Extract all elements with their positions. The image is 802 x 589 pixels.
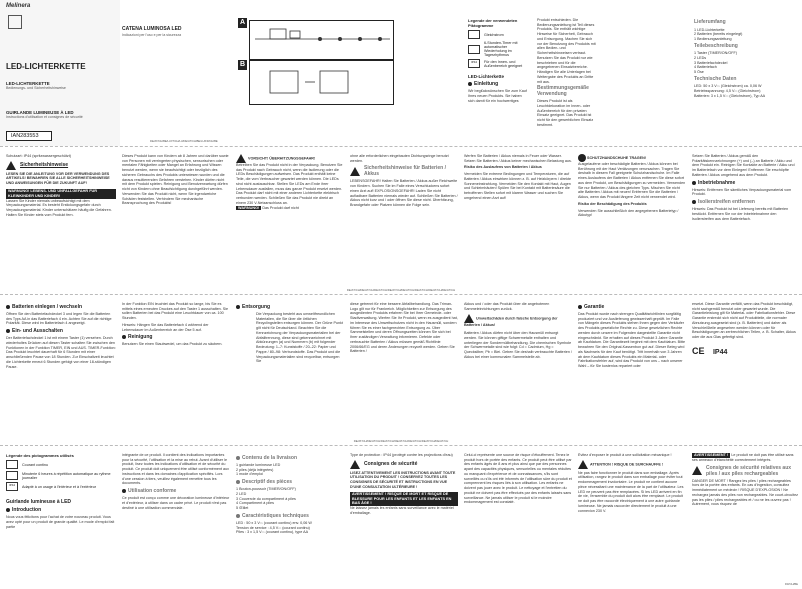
fr-content-item: 1 guirlande lumineuse LED: [236, 463, 281, 467]
cover-it: [120, 0, 235, 146]
row-safety: [0, 148, 802, 295]
ip44-mark: IP44: [712, 348, 728, 356]
fr-tech-val: 50 x 3 V⎓ (courant continu) env. 0,06 W: [246, 520, 312, 525]
fr-safety-text: LISEZ ATTENTIVEMENT LES INSTRUCTIONS AVANT TOUTE UTILISATION DU PRODUIT ! CONSERVEZ TOUTES LES CONSIGNES DE SÉCURITÉ ET INSTRUCTIONS EN VUE D'UNE CONSULTATION ULTÉRIEURE !: [350, 470, 456, 489]
tech-row: [694, 94, 800, 99]
tech-head: Technische Daten: [694, 75, 737, 82]
fr-tech-val: 3 x 1,5 V⎓ (courant continu), type AA: [247, 530, 309, 535]
r2-c2-text: Dieses Produkt kann von Kindern ab 8 Jahren und darüber sowie von Personen mit verringerten physischen, sensorischen oder mentalen Fähigkeiten oder Mangel an Erfahrung und Wissen benutzt werden, wenn sie beaufsichtigt oder bezüglich des sicheren Gebrauchs des Produkts unterwiesen wurden und die daraus resultierenden Gefahren verstehen. Kinder dürfen nicht mit dem Produkt spielen. Reinigung und Benutzerwartung dürfen nicht von Kindern ohne Beaufsichtigung durchgeführt werden. Verwenden Sie das Produkt nicht, wenn Sie irgendwelche Schäden feststellen. Verhindern Sie mechanische Beanspruchung des Produkts!: [122, 154, 229, 206]
fr-safety-head: [350, 460, 458, 469]
bullet-icon: [236, 480, 240, 484]
r3-col6: [578, 296, 686, 445]
timer-icon: [6, 471, 18, 480]
bestim-text: Dieses Produkt ist als Leuchtdekoration im Innen- oder Außenbereich für den privaten Einsatz geeignet. Das Produkt ist nicht für den gewerblichen Einsatz bestimmt.: [537, 99, 594, 127]
fr-c5-text: Celui-ci représente une source de risque d'étouffement. Tenez le produit hors de portée des enfants. Ce produit peut être utilisé par des enfants âgés de 8 ans et plus ainsi que par des personnes ayant des capacités physiques, sensorielles ou mentales réduites ou manquant d'expérience et de connaissances, s'ils sont surveillés ou s'ils ont été informés de l'utilisation sûre du produit et comprennent les risques liés à son utilisation. Les enfants ne doivent pas jouer avec le produit. Le nettoyage et l'entretien du produit ne doivent pas être effectués par des enfants laissés sans surveillance. Ne jamais utiliser le produit si le moindre endommagement est constaté.: [464, 453, 572, 505]
r2-c4-text: ohne alle erforderlichen eingebauten Dichtungsringe benutzt werden.: [350, 154, 449, 163]
r4-col1: [6, 447, 116, 589]
ce-mark-icon: CE: [692, 345, 705, 356]
c3-warn-tail: Das Produkt darf nicht: [262, 205, 299, 210]
bullet-icon: [6, 305, 10, 309]
teile-item: 4 Batteriefach: [694, 65, 717, 70]
teile-head: Teilebeschreibung: [694, 42, 738, 49]
bullet-icon: [468, 82, 472, 86]
inbetr-text: Hinweis: Entfernen Sie sämtliches Verpackungsmaterial vom Produkt.: [692, 187, 792, 197]
einleitung-text: Wir beglückwünschen Sie zum Kauf Ihres neuen Produkts. Sie haben sich damit für ein hochwertiges: [468, 89, 527, 103]
reinigung-head: [122, 334, 230, 340]
diagram-label-b: B: [239, 61, 246, 68]
bullet-icon: [692, 200, 696, 204]
warning-icon: [464, 314, 474, 323]
r2-col3: [236, 148, 344, 294]
onoff-head: [6, 328, 116, 334]
batt-change-head: [6, 304, 116, 310]
de-title: LED-LICHTERKETTE: [6, 81, 50, 86]
lief-item: 1 LED-Lichterkette: [694, 27, 725, 32]
fr-content-head: [236, 455, 344, 461]
fr-tech-key: LED :: [236, 520, 246, 525]
teile-item: 1 Taster (TIMER/ON/OFF): [694, 51, 737, 56]
isol-head: [692, 199, 798, 205]
onoff-label: Ein- und Ausschalten: [12, 328, 63, 335]
r2-col6: [578, 148, 686, 294]
r3-c2-hint: Hinweis: Hängen Sie das Batteriefach 4 während der Lebensdauer im Außenbereich an der Öse 5 auf.: [122, 322, 209, 332]
einleitung-label: Einleitung: [474, 81, 499, 88]
r2-c6-text: Ausgelaufene oder beschädigte Batterien / Akkus können bei Berührung mit der Haut Verätzungen verursachen. Tragen Sie deshalb in diesem Fall geeignete Schutzhandschuhe. Im Falle eines Auslaufens der Batterien / Akkus entfernen Sie diese sofort aus dem Produkt, um Beschädigungen zu vermeiden. Verwenden Sie nur Batterien / Akkus des gleichen Typs. Mischen Sie nicht alte Batterien / Akkus mit neuen! Entfernen Sie die Batterien / Akkus, wenn das Produkt längere Zeit nicht verwendet wird.: [578, 162, 686, 200]
cover-panel: [0, 0, 120, 146]
col6: [694, 0, 800, 146]
legend-row-ip: [468, 59, 529, 68]
gloves-head: SCHUTZHANDSCHUHE TRAGEN!: [587, 155, 647, 160]
r3-col2: [122, 296, 230, 445]
fr-legend-dc: Courant continu: [22, 462, 49, 467]
r4-col6: [578, 447, 686, 589]
fr-legend-row: [6, 460, 116, 469]
r3-c4-text: diese getrennt für eine bessere Abfallbehandlung. Das Triman-Logo gilt nur für Frankreich. Möglichkeiten zur Entsorgung des ausgedienten Produkts erfahren Sie bei Ihrer Gemeinde- oder Stadtverwaltung. Werfen Sie Ihr Produkt, wenn es ausgedient hat, im Interesse des Umweltschutzes nicht in den Hausmüll, sondern führen Sie es einer fachgerechten Entsorgung zu. Über Sammelstellen und deren Öffnungszeiten können Sie sich bei Ihrer zuständigen Verwaltung informieren. Defekte oder verbrauchte Batterien / Akkus müssen gemäß Richtlinie 2006/66/EG und deren Änderungen recycelt werden. Geben Sie Batterien /: [350, 302, 458, 354]
col5: [537, 0, 597, 146]
fr-bat-label: Consignes de sécurité relatives aux piles / aux piles rechargeables: [706, 464, 792, 477]
fr-title: GUIRLANDE LUMINEUSE À LED: [6, 110, 74, 115]
fr-protect: Type de protection : IP44 (protégé contre les projections d'eau): [350, 453, 453, 457]
r3-col1: [6, 296, 116, 445]
r2-col5: [464, 148, 572, 294]
r3-col4: [350, 296, 458, 445]
fr-tech-head: [236, 513, 344, 519]
fr-legend-row: [6, 482, 116, 491]
diagram-b: [249, 60, 394, 105]
fr-warn: [350, 492, 458, 507]
bullet-icon: [122, 335, 126, 339]
isol-label: Isolierstreifen entfernen: [698, 199, 755, 206]
bullet-icon: [692, 181, 696, 185]
env-head-label: Umweltschäden durch falsche Entsorgung der Batterien / Akkus!: [464, 316, 558, 328]
entsorgung-label: Entsorgung: [242, 304, 271, 310]
warn1: [6, 189, 116, 199]
r2-c5-text: Werfen Sie Batterien / Akkus niemals in Feuer oder Wasser. Setzen Sie Batterien / Akkus keiner mechanischen Belastung aus.: [464, 154, 572, 163]
r3-c5-text: Akkus und / oder das Produkt über die angebotenen Sammeleinrichtungen zurück.: [464, 302, 550, 311]
intro-head: LED-Lichterkette: [468, 74, 505, 80]
fr-legend-row: [6, 471, 116, 480]
legend-row-dc: [468, 30, 529, 39]
r4-col5: [464, 447, 572, 589]
gloves-line: [578, 154, 686, 162]
bullet-icon: [236, 305, 240, 309]
r2-col4: [350, 148, 458, 294]
legend-title: Legende der verwendeten Piktogramme: [468, 18, 518, 29]
dc-icon: [468, 30, 480, 39]
fr-use-head: [122, 488, 230, 494]
ids-row2: DE/AT/CH/DE/AT/CH/DE/AT/CH/DE/AT/CH/DE/AT/CH/DE/AT/CH/DE/AT/CH/DE/AT/CH: [346, 288, 456, 292]
ip44-icon: IP44: [6, 482, 18, 491]
warning-icon: [350, 167, 360, 176]
fr-parts-item: 4 Compartiment à piles: [236, 501, 274, 506]
legend-row-timer: [468, 41, 529, 57]
bat-text: LEBENSGEFAHR! Halten Sie Batterien / Akkus außer Reichweite von Kindern. Suchen Sie im Falle eines Verschluckens sofort einen Arzt auf! EXPLOSIONSGEFAHR! Laden Sie nicht aufladbare Batterien niemals wieder auf. Schließen Sie Batterien / Akkus nicht kurz und / oder öffnen Sie diese nicht. Überhitzung, Brandgefahr oder Platzen können die Folge sein.: [350, 179, 458, 208]
fr-warn2: [692, 453, 798, 463]
fr-warn-label: AVERTISSEMENT ! RISQUE DE MORT ET RISQUE DE BLESSURE POUR LES ENFANTS ET LES ENFANTS EN BAS ÂGE !: [350, 492, 458, 507]
r2-col1: [6, 148, 116, 294]
fr-product-title: Guirlande lumineuse à LED: [6, 499, 72, 506]
fr-use-label: Utilisation conforme: [128, 488, 177, 495]
lief-item: 2 Batterien (bereits eingelegt): [694, 32, 743, 37]
c3-head: [236, 154, 344, 163]
warning-icon: [6, 161, 16, 170]
batt-change-label: Batterien einlegen / wechseln: [12, 304, 83, 310]
inbetr-label: Inbetriebnahme: [698, 179, 736, 186]
teile-item: 5 Öse: [694, 70, 704, 75]
row-french: [0, 447, 802, 589]
fr-legend-timer: Minuterie 6 heures à répétition automatique au rythme journalier: [22, 471, 111, 480]
ian-box: IAN283553: [6, 131, 52, 141]
fr-parts-item: 5 Œillet: [236, 506, 249, 511]
legend-ip: Für den Innen- und Außenbereich geeignet: [484, 59, 523, 68]
fr-bat-head: [692, 465, 798, 477]
lief-head: Lieferumfang: [694, 19, 726, 25]
brand-logo: Melinera: [6, 3, 31, 9]
bullet-icon: [6, 508, 10, 512]
r2-c3-text: Betreiben Sie das Produkt nicht in der Verpackung. Benutzen Sie das Produkt nach Gebrauch nicht, wenn die Isolierung oder die LEDs Beschädigungen aufweisen. Das Produkt enthält keine Teile, die vom Verbraucher gewartet werden können. Die LEDs sind nicht austauschbar. Stellen Sie LEDs am Ende ihrer Lebensdauer ausfallen, muss das ganze Produkt ersetzt werden. Das Produkt darf nicht mit einer anderen Lichterkette elektrisch verbunden werden. Schließen Sie das Produkt nie direkt an einem 230 V-Netzanschluss an.: [236, 163, 343, 205]
damage-head: Risiko der Beschädigung des Produkts: [578, 201, 647, 206]
garantie-label: Garantie: [584, 304, 605, 310]
c3-head-label: VORSICHT! ÜBERHITZUNGSGEFAHR!: [248, 156, 316, 161]
teile-item: 2 LEDs: [694, 55, 707, 60]
r4-col4: [350, 447, 458, 589]
r2-col2: [122, 148, 230, 294]
diagram-label-a: A: [239, 19, 246, 26]
legend-dc: Gleichstrom: [484, 32, 504, 37]
c3-warn-line: [236, 206, 344, 211]
fr-heat-label: ATTENTION ! RISQUE DE SURCHAUFFE !: [590, 462, 664, 467]
bestim-head: [537, 86, 597, 97]
tech-key: LED:: [694, 84, 703, 89]
fr-parts-item: 1 Bouton-poussoir (TIMER/ON/OFF): [236, 487, 296, 492]
ids-row1: DE/AT/CH/BE/LU/IT/CH/LU/DE/AT/CH/BE/LU/FR/CH/BE: [150, 140, 218, 143]
damage-text: Verwenden Sie ausschließlich den angegebenen Batterietyp / Akkutyp!: [578, 208, 679, 218]
row-operation: [0, 296, 802, 446]
bullet-icon: [6, 329, 10, 333]
r3-col5: [464, 296, 572, 445]
entsorgung-text: Die Verpackung besteht aus umweltfreundlichen Materialien, die Sie über die örtlichen Recyclingstellen entsorgen können. Der Grüne Punkt gilt nicht für Deutschland. Beachten Sie die Kennzeichnung der Verpackungsmaterialien bei der Abfalltrennung, diese sind gekennzeichnet mit Abkürzungen (a) und Nummern (b) mit folgender Bedeutung: 1–7: Kunststoffe / 20–22: Papier und Pappe / 80–98: Verbundstoffe. Das Produkt und die Verpackungsmaterialien sind recycelbar, entsorgen Sie: [256, 312, 343, 364]
fr-bat-text: DANGER DE MORT ! Rangez les piles / piles rechargeables hors de la portée des enfants. En cas d'ingestion, consultez immédiatement un médecin ! RISQUE D'EXPLOSION ! Ne rechargez jamais des piles non rechargeables. Ne court-circuitez pas les piles / piles rechargeables et / ou ne les ouvrez pas ! Autrement, vous risquez de: [692, 478, 798, 507]
env-head: [464, 314, 572, 328]
env-text: Batterien / Akkus dürfen nicht über den Hausmüll entsorgt werden. Sie können giftige Schwermetalle enthalten und unterliegen der Sondermüllbehandlung. Die chemischen Symbole der Schwermetalle sind wie folgt: Cd = Cadmium, Hg = Quecksilber, Pb = Blei. Geben Sie deshalb verbrauchte Batterien / Akkus bei einer kommunalen Sammelstelle ab.: [464, 331, 572, 359]
garantie-head: [578, 304, 686, 310]
tech-key: Batterien:: [694, 93, 710, 98]
bullet-icon: [578, 305, 582, 309]
fr-intro-label: Introduction: [12, 507, 42, 514]
fr-tech-val: 4,5 V⎓ (courant continu): [269, 525, 310, 530]
fr-warn2-label: AVERTISSEMENT !: [694, 453, 729, 457]
fr-content-item: 2 piles (déjà intégrées): [236, 467, 274, 472]
lang-de: [6, 81, 66, 90]
fr-tech-key: Tension de service :: [236, 525, 269, 530]
fr-parts-item: 3 Couvercle du compartiment à piles: [236, 496, 296, 501]
tech-val: 4,5 V⎓ (Gleichstrom): [725, 89, 761, 94]
r3-c7-text: ersetzt. Diese Garantie verfällt, wenn das Produkt beschädigt, nicht sachgemäß benutzt oder gewartet wurde. Die Garantieleistung gilt für Material- oder Fabrikationsfehler. Diese Garantie erstreckt sich nicht auf Produktteile, die normaler Abnutzung ausgesetzt sind (z. B. Batterien) und daher als Verschleißteile angesehen werden können oder für Beschädigungen an zerbrechlichen Teilen, z. B. Schalter, Akkus oder die aus Glas gefertigt sind.: [692, 302, 796, 340]
battery-box-drawing: [250, 61, 393, 104]
leak-text: Vermeiden Sie extreme Bedingungen und Temperaturen, die auf Batterien / Akkus einwirken können z. B. auf Heizkörpern / direkte Sonneneinstrahlung. Vermeiden Sie den Kontakt mit Haut, Augen und Schleimhäuten! Spülen Sie bei Kontakt mit Batteriesäure die betroffenen Stellen sofort mit klarem Wasser und suchen Sie umgehend einen Arzt auf!: [464, 172, 571, 200]
reinigung-text: Benutzen Sie einen Staubwedel, um das Produkt zu säubern.: [122, 342, 223, 347]
lief-item: 1 Bedienungsanleitung: [694, 36, 732, 41]
fr-warn-text: Ne laissez jamais les enfants sans surveillance avec le matériel d'emballage.: [350, 506, 454, 515]
legend-timer: 6-Stunden-Timer mit automatischer Wiederholung im Tagesrhythmus: [484, 41, 518, 58]
bullet-icon: [122, 489, 126, 493]
r3-col7: [692, 296, 798, 445]
cover-title: LED-LICHTERKETTE: [6, 62, 86, 71]
fr-parts-label: Descriptif des pièces: [242, 479, 293, 486]
fr-heat-text: Ne pas faire fonctionner le produit dans son emballage. Après utilisation, rangez le produit dans son emballage pour éviter tout endommagement involontaire. Le produit ne contient aucune pièce nécessitant une maintenance de la part de l'utilisateur. Les LED ne peuvent pas être remplacées. Si les LED arrivent en fin de vie, l'ensemble du produit doit alors être remplacé. Le produit ne doit pas être raccordé électriquement à une autre guirlande lumineuse. Ne jamais raccorder directement le produit à une connexion 230 V.: [578, 470, 684, 513]
fr-legend-title: Légende des pictogrammes utilisés: [6, 453, 74, 458]
einleitung-head: [468, 81, 529, 87]
fr-tech-label: Caractéristiques techniques: [242, 512, 309, 519]
de-sub: Bedienungs- und Sicherheitshinweise: [6, 86, 66, 90]
legend-col: [466, 0, 529, 146]
r3-c2-text: In der Funktion EIN leuchtet das Produkt so lange, bis Sie es mittels eines erneuten Druckes auf den Taster 1 ausschalten. Sie sollen Batterien bei das Produkt eine Leuchtdauer von ca. 100 Stunden.: [122, 302, 229, 321]
warn1-label: WARNUNG! LEBENS- UND UNFALLGEFAHR FÜR KLEINKINDER UND KINDER!: [6, 189, 116, 199]
teile-item: 3 Batteriefachdeckel: [694, 60, 728, 65]
bestim-label: Bestimmungsgemäße Verwendung: [537, 85, 589, 97]
warning-icon: [350, 460, 360, 469]
c3-warn-label: WARNUNG!: [238, 205, 260, 210]
it-sub: Indicazioni per l'uso e per la sicurezza: [122, 33, 182, 37]
reinigung-label: Reinigung: [128, 334, 153, 341]
ip44-icon: IP44: [468, 59, 480, 68]
r4-col7: [692, 447, 798, 589]
schutzart: Schutzart: IP44 (spritzwassergeschützt): [6, 154, 71, 158]
warning-icon: [236, 154, 246, 163]
leak-head: Risiko des Auslaufens von Batterien / Akkus: [464, 165, 542, 170]
tech-val: 3 x 1,5 V⎓ (Gleichstrom), Typ AA: [710, 93, 766, 98]
bullet-icon: [236, 456, 240, 460]
row-cover: [0, 0, 802, 147]
col5-text: Produkt entschieden. Die Bedienungsanleitung ist Teil dieses Produkts. Sie enthält wichtige Hinweise für Sicherheit, Gebrauch und Entsorgung. Machen Sie sich vor der Benutzung des Produkts mit allen Bedien- und Sicherheitshinweisen vertraut. Benutzen Sie das Produkt nur wie beschrieben und für die angegebenen Einsatzbereiche. Händigen Sie alle Unterlagen bei Weitergabe des Produkts an Dritte mit aus.: [537, 18, 596, 84]
onoff-text: Der Batteriefachdeckel 1 ist mit einem Taster (1) versehen. Durch wiederholtes Drücken auf diesen Taster schalten Sie zwischen den Funktionen in der Funktion TIMER, EIN und AUS. TIMER-Funktion: Das Produkt leuchtet dauerhaft für 6 Stunden mit einer anschließenden Pause von 18 Stunden. Zur Einschaltzeit leuchtet die Lichterkette erneut 6 Stunden gefolgt von einer 18-stündigen Pause.: [6, 336, 116, 369]
fr-warn2-text: Le produit ne doit pas être utilisé sans ses anneaux d'étanchéité correctement intégrés.: [692, 453, 794, 462]
tech-val: 50 x 3 V⎓ (Gleichstrom) ca. 0,06 W: [703, 84, 762, 89]
fr-legend-ip: Adapté à un usage à l'intérieur et à l'extérieur: [22, 484, 96, 489]
sich-text: LESEN SIE DIE ANLEITUNG VOR DER VERWENDUNG DES ARTIKELS! BEWAHREN SIE ALLE SICHERHEITSHINWEISE UND ANWEISUNGEN FÜR DIE ZUKUNFT AUF!: [6, 171, 110, 186]
product-thumb: [8, 15, 22, 29]
ids-row4: FR/CH/BE: [784, 582, 798, 586]
sich-label: Sicherheitshinweise: [20, 162, 69, 169]
fr-parts-item: 2 LED: [236, 491, 247, 496]
warning-icon: [578, 460, 588, 469]
fr-safety-label: Consignes de sécurité: [364, 461, 418, 468]
r2-col7: [692, 148, 798, 294]
fr-content-item: 1 mode d'emploi: [236, 472, 263, 477]
fr-content-label: Contenu de la livraison: [242, 455, 298, 461]
fr-parts-head: [236, 479, 344, 485]
garantie-text: Das Produkt wurde nach strengen Qualitätsrichtlinien sorgfältig produziert und vor Auslieferung gewissenhaft geprüft. Im Falle von Mängeln dieses Produkts stehen Ihnen gegen den Verkäufer des Produkts gesetzliche Rechte zu. Diese gesetzlichen Rechte werden durch unsere im Folgenden dargestellte Garantie nicht eingeschränkt. Sie erhalten auf dieses Produkt 3 Jahre Garantie ab Kaufdatum. Die Garantiezeit beginnt mit dem Kaufdatum. Bitte bewahren Sie den Original-Kassenbon gut auf. Dieser Beleg wird als Nachweis für den Kauf benötigt. Tritt innerhalb von 3 Jahren ab dem Kaufdatum dieses Produkts ein Material- oder Fabrikationsfehler auf, wird das Produkt von uns – nach unserer Wahl – für Sie kostenlos repariert oder: [578, 312, 685, 369]
fr-c6-text: Évitez d'exposer le produit à une sollicitation mécanique !: [578, 453, 672, 457]
fr-tech-key: Piles :: [236, 530, 247, 535]
fr-intro-head: [6, 507, 116, 513]
fr-tech-row: [236, 530, 344, 535]
fr-use-text: Ce produit est conçu comme une décoration lumineuse d'intérieur et d'extérieur, à utiliser dans un cadre privé. Le produit n'est pas destiné à une utilisation commerciale.: [122, 496, 230, 510]
lang-fr: [6, 110, 83, 119]
it-title: CATENA LUMINOSA LED: [122, 26, 182, 32]
bullet-icon: [236, 514, 240, 518]
fr-c2-text: intégrante de ce produit. Il contient des indications importantes pour la sécurité, l'utilisation et la mise au rebut. Avant d'utiliser le produit, lisez toutes les indications d'utilisation et de sécurité du produit. Ce produit doit uniquement être utilisé conformément aux instructions et dans les domaines d'application spécifiés. Lors d'une cession à tiers, veuillez également remettre tous les documents.: [122, 453, 229, 486]
fr-heat-head: [578, 460, 686, 469]
gloves-icon: [578, 154, 586, 162]
bat-head-label: Sicherheitshinweise für Batterien / Akkus: [364, 165, 446, 178]
dc-icon: [6, 460, 18, 469]
sich-head: [6, 161, 116, 170]
r2-c7-text: Setzen Sie Batterien / Akkus gemäß den Polaritätskennzeichnungen (+) und (–) an Batterie / Akku und dem Produkt ein. Reinigen Sie Kontakte an Batterie / Akku und im Batteriefach vor dem Einlegen! Entfernen Sie erschöpfte Batterien / Akkus umgehend aus dem Produkt.: [692, 154, 795, 177]
fr-intro-text: Nous vous félicitons pour l'achat de votre nouveau produit. Vous avez opté pour un produit de grande qualité. Le mode d'emploi fait partie: [6, 515, 115, 529]
tech-key: Betriebsspannung:: [694, 89, 725, 94]
bat-head: [350, 165, 458, 177]
fr-sub: Instructions d'utilisation et consignes de sécurité: [6, 115, 83, 119]
r4-col3: [236, 447, 344, 589]
light-chain-drawing: [250, 21, 393, 59]
isol-text: Hinweis: Das Produkt ist bei Lieferung bereits mit Batterien bestückt. Entfernen Sie vor der Inbetriebnahme den Isolierstreifen aus dem Batteriefach.: [692, 207, 789, 221]
r4-col2: [122, 447, 230, 589]
diagram-a: [249, 20, 394, 60]
batt-change-text: Öffnen Sie den Batteriefachdeckel 3 und legen Sie die Batterien des Typs AA in das Batteriefach 4 ein. Achten Sie auf die richtige Polarität. Diese wird im Batteriefach 4 angezeigt.: [6, 312, 112, 326]
ids-row3: DE/AT/CH/DE/AT/CH/DE/AT/CH/DE/AT/CH/DE/AT/CH/DE/AT/CH/DE/AT/CH: [353, 439, 449, 443]
r3-col3: [236, 296, 344, 445]
timer-icon: [468, 45, 480, 54]
entsorgung-head: [236, 304, 344, 310]
warn1-text: Lassen Sie Kinder niemals unbeaufsichtigt mit dem Verpackungsmaterial. Es besteht Erstickungsgefahr durch Verpackungsmaterial. Kinder unterschätzen häufig die Gefahren. Halten Sie Kinder stets vom Produkt fern.: [6, 198, 112, 217]
warning-icon: [692, 466, 702, 475]
inbetr-head: [692, 180, 798, 186]
